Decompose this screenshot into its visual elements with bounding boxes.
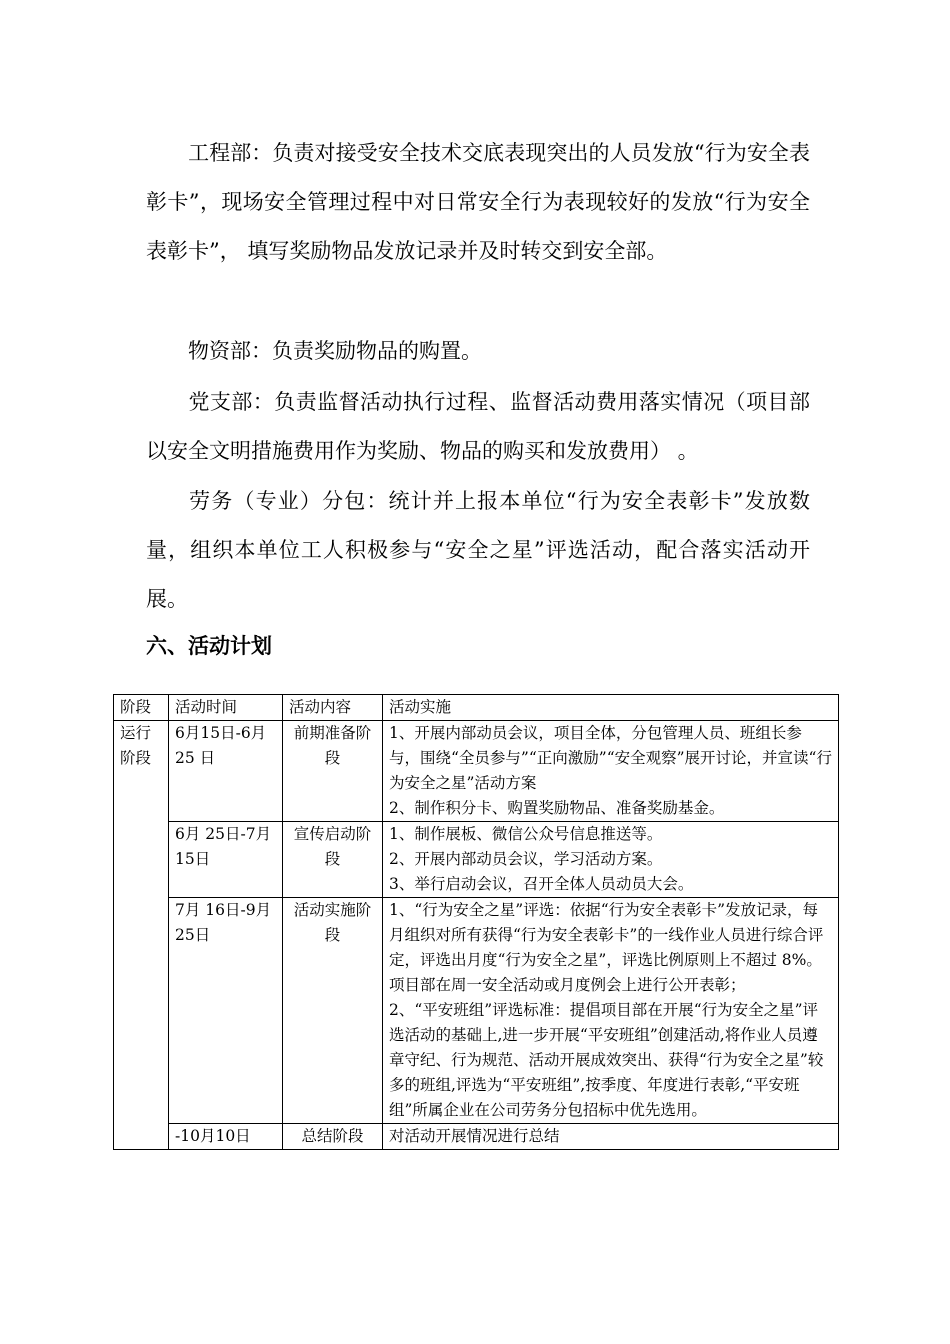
header-time: 活动时间: [169, 695, 283, 721]
implementation-item: 1、开展内部动员会议，项目全体，分包管理人员、班组长参与，围绕“全员参与”“正向激励”“安全观察”展开讨论，并宣读“行为安全之星”活动方案: [389, 724, 832, 792]
paragraph-subcontractor: [146, 477, 810, 624]
implementation-cell: [383, 822, 839, 898]
time-cell: 6月15日-6月25 日: [169, 721, 283, 822]
table-header-row: [114, 695, 839, 721]
time-cell: -10月10日: [169, 1124, 283, 1150]
implementation-item: 2、“平安班组”评选标准：提倡项目部在开展“行为安全之星”评选活动的基础上,进一步开展“平安班组”创建活动,将作业人员遵章守纪、行为规范、活动开展成效突出、获得“行为安全之星”较多的班组,评选为“平安班组”,按季度、年度进行表彰,“平安班组”所属企业在公司劳务分包招标中优先选用。: [389, 1001, 824, 1119]
paragraph-materials: [146, 327, 810, 376]
implementation-item: 2、制作积分卡、购置奖励物品、准备奖励基金。: [389, 799, 725, 817]
implementation-item: 1、制作展板、微信公众号信息推送等。: [389, 825, 663, 843]
paragraph-text: 工程部：负责对接受安全技术交底表现突出的人员发放“行为安全表彰卡”，现场安全管理过程中对日常安全行为表现较好的发放“行为安全表彰卡”， 填写奖励物品发放记录并及时转交到安全部。: [146, 141, 810, 263]
table-row: [114, 822, 839, 898]
time-cell: 7月 16日-9月 25日: [169, 898, 283, 1124]
implementation-item: 对活动开展情况进行总结: [389, 1127, 560, 1145]
header-content: 活动内容: [283, 695, 383, 721]
time-cell: 6月 25日-7月 15日: [169, 822, 283, 898]
content-cell: 活动实施阶段: [283, 898, 383, 1124]
activity-plan-table: [113, 694, 839, 1150]
content-cell: 宣传启动阶段: [283, 822, 383, 898]
implementation-item: 3、举行启动会议，召开全体人员动员大会。: [389, 875, 694, 893]
header-implementation: 活动实施: [383, 695, 839, 721]
table-row: [114, 1124, 839, 1150]
section-heading: 六、活动计划: [146, 634, 272, 658]
paragraph-engineering: [146, 129, 810, 276]
content-cell: 总结阶段: [283, 1124, 383, 1150]
paragraph-text: 物资部：负责奖励物品的购置。: [188, 339, 482, 363]
implementation-item: 1、“行为安全之星”评选：依据“行为安全表彰卡”发放记录，每月组织对所有获得“行为安全表彰卡”的一线作业人员进行综合评定，评选出月度“行为安全之星”，评选比例原则上不超过 8%。项目部在周一安全活动或月度例会上进行公开表彰；: [389, 901, 824, 994]
implementation-item: 2、开展内部动员会议，学习活动方案。: [389, 850, 663, 868]
content-cell: 前期准备阶段: [283, 721, 383, 822]
paragraph-text: 党支部：负责监督活动执行过程、监督活动费用落实情况（项目部以安全文明措施费用作为奖励、物品的购买和发放费用） 。: [146, 390, 810, 463]
header-stage: 阶段: [114, 695, 169, 721]
implementation-cell: [383, 721, 839, 822]
table-row: [114, 721, 839, 822]
table-row: [114, 898, 839, 1124]
paragraph-text: 劳务（专业）分包：统计并上报本单位“行为安全表彰卡”发放数量，组织本单位工人积极参与“安全之星”评选活动，配合落实活动开展。: [146, 489, 810, 611]
paragraph-party-branch: [146, 378, 810, 476]
stage-cell: 运行阶段: [114, 721, 169, 1150]
implementation-cell: [383, 898, 839, 1124]
implementation-cell: [383, 1124, 839, 1150]
